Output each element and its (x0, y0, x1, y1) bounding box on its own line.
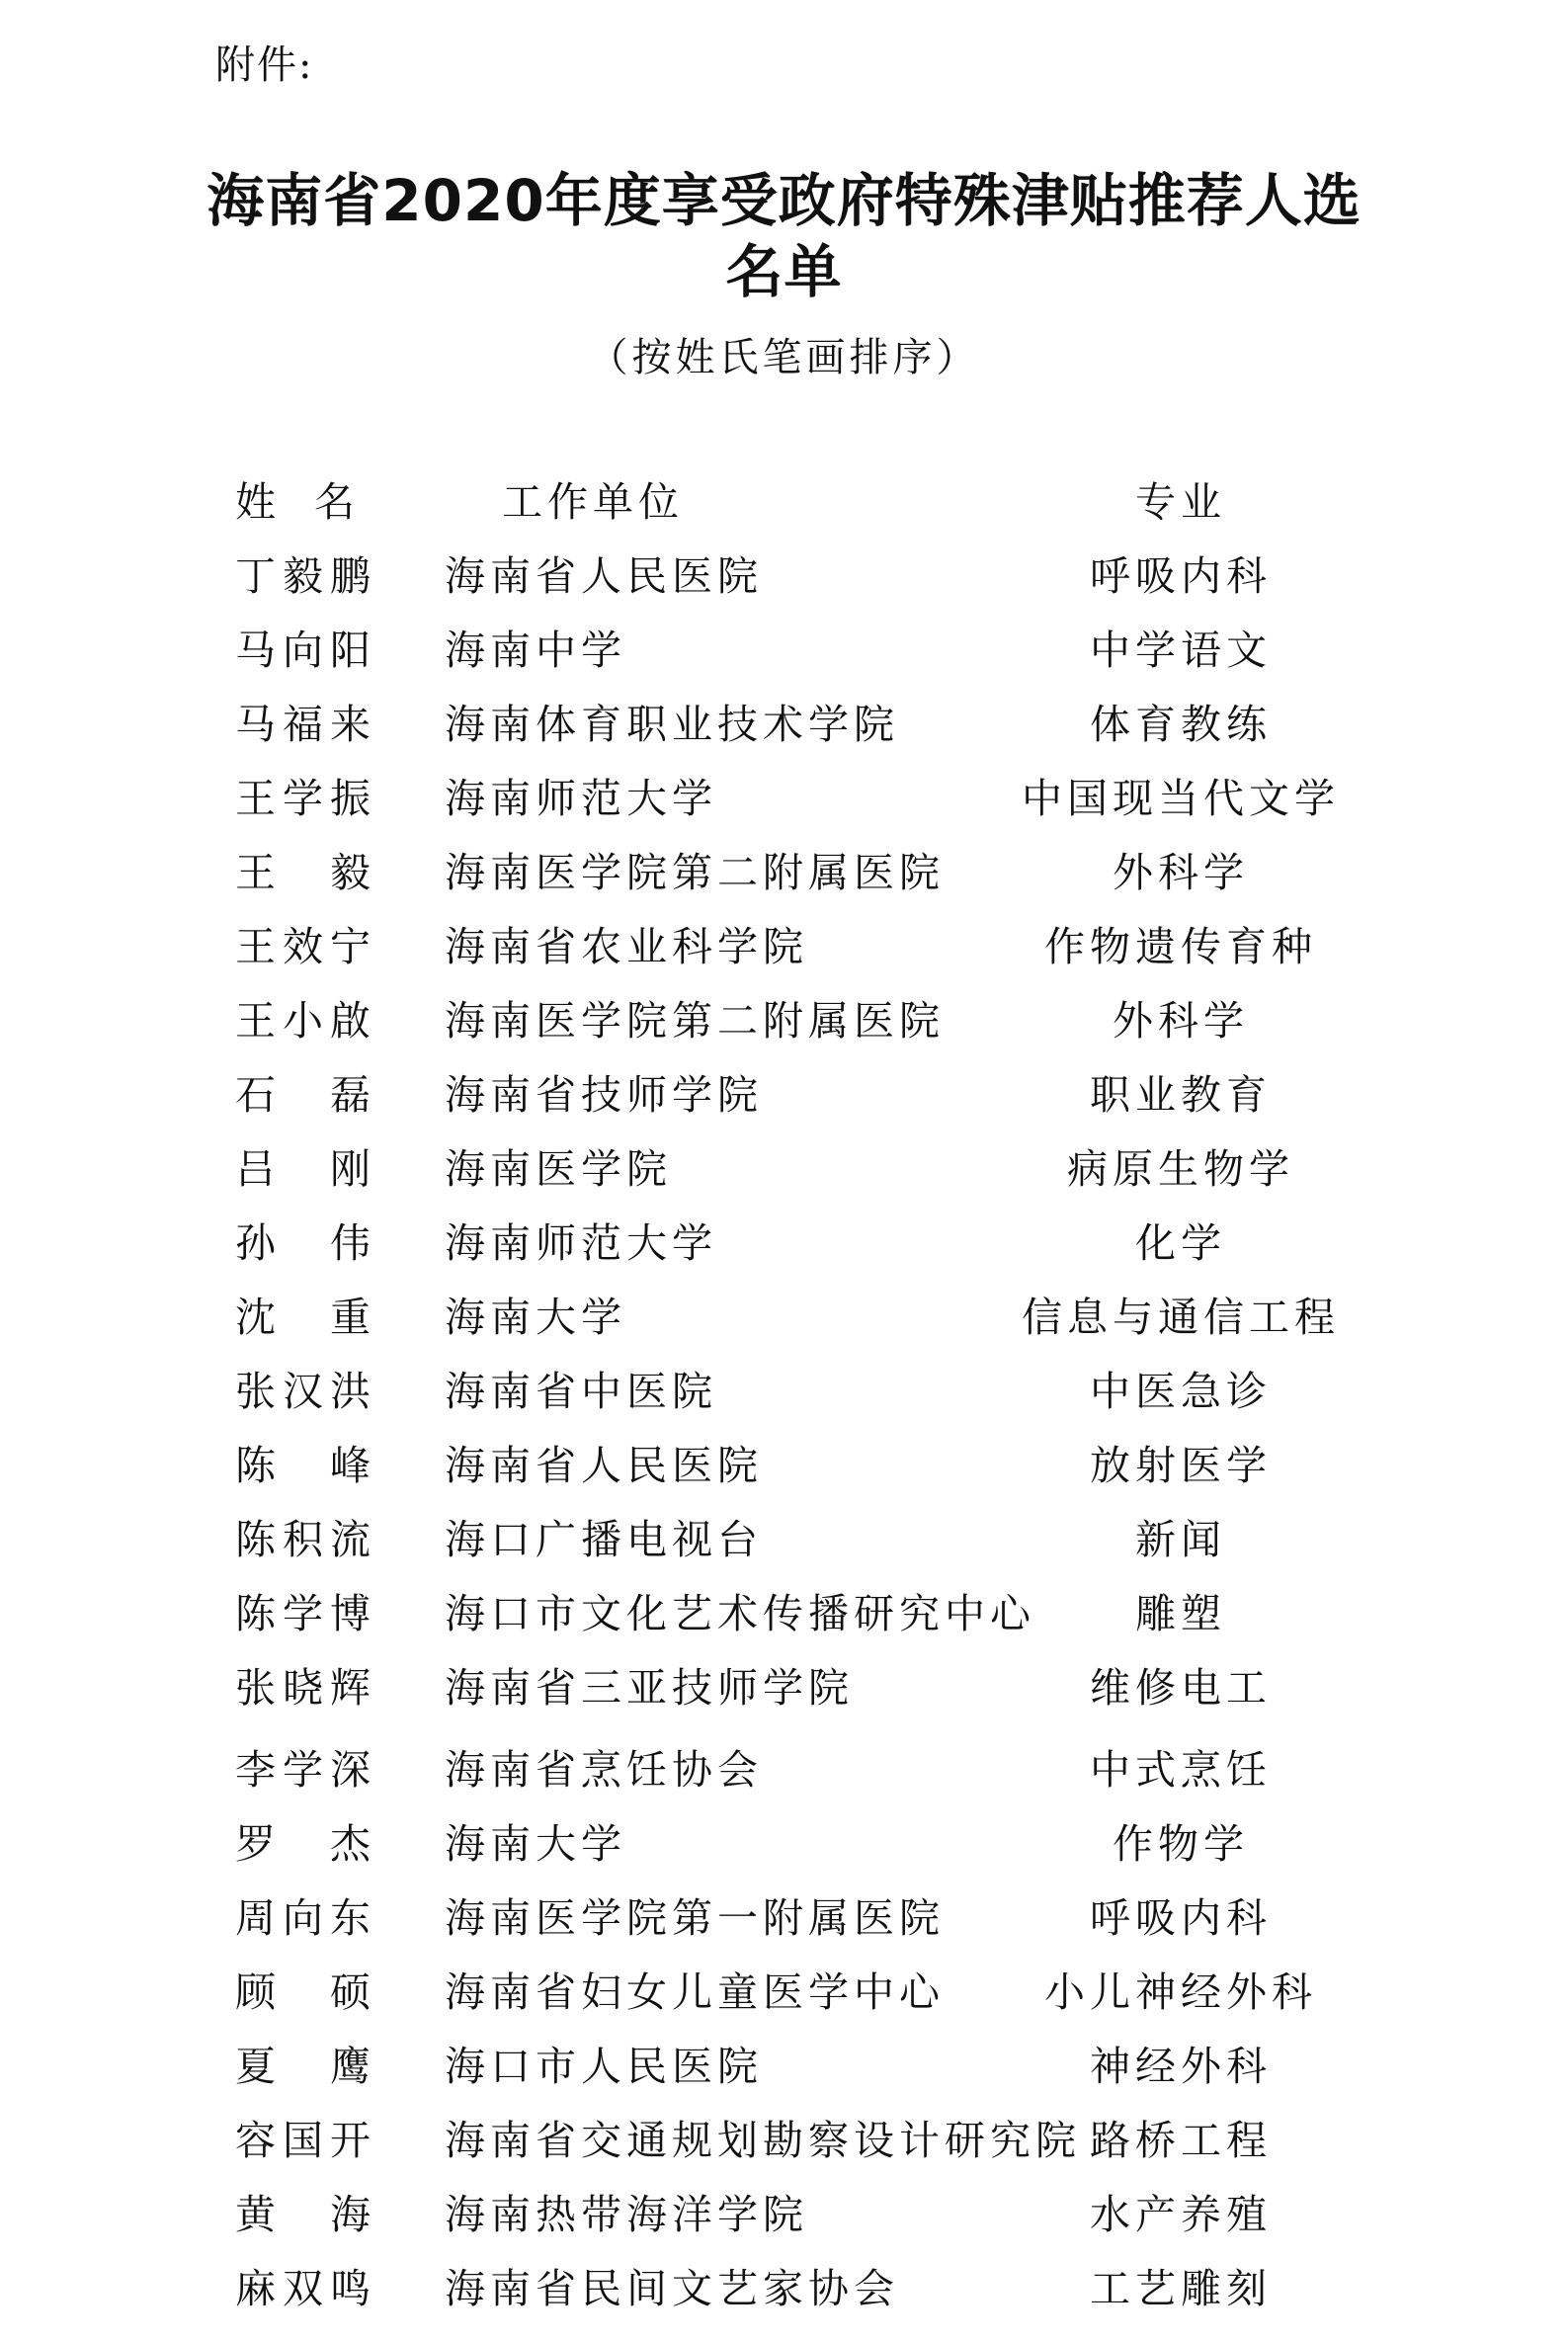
table-row (0, 1584, 1568, 1643)
table-row (0, 1288, 1568, 1347)
table-row (0, 1888, 1568, 1948)
cell-major: 小儿神经外科 (1044, 1968, 1317, 2016)
attachment-label: 附件: (215, 42, 314, 88)
table-row (0, 1510, 1568, 1569)
cell-unit: 海南省人民医院 (445, 1442, 763, 1489)
cell-name: 夏鹰 (235, 2043, 373, 2090)
header-unit: 工作单位 (502, 478, 684, 526)
cell-major: 放射医学 (1090, 1442, 1272, 1489)
cell-unit: 海南省技师学院 (445, 1071, 763, 1119)
cell-unit: 海南省民间文艺家协会 (445, 2265, 899, 2312)
cell-major: 路桥工程 (1090, 2117, 1272, 2164)
cell-unit: 海南体育职业技术学院 (445, 701, 899, 748)
cell-name: 陈学博 (235, 1590, 373, 1637)
cell-name: 顾硕 (235, 1968, 373, 2016)
table-row (0, 695, 1568, 754)
table-row (0, 1436, 1568, 1495)
cell-name: 王毅 (235, 849, 373, 896)
cell-major: 呼吸内科 (1090, 1894, 1272, 1942)
cell-unit: 海口市文化艺术传播研究中心 (445, 1590, 1035, 1637)
cell-major: 神经外科 (1090, 2043, 1272, 2090)
cell-major: 外科学 (1113, 849, 1249, 896)
table-row (0, 2111, 1568, 2170)
table-row (0, 991, 1568, 1050)
table-row (0, 2259, 1568, 2318)
cell-major: 外科学 (1113, 997, 1249, 1045)
table-row (0, 1814, 1568, 1874)
cell-unit: 海南省三亚技师学院 (445, 1664, 854, 1712)
cell-name: 石磊 (235, 1071, 373, 1119)
cell-name: 孙伟 (235, 1219, 373, 1267)
cell-unit: 海南医学院 (445, 1145, 672, 1193)
cell-major: 中式烹饪 (1090, 1746, 1272, 1794)
cell-name: 王学振 (235, 775, 373, 822)
cell-unit: 海南师范大学 (445, 1219, 717, 1267)
cell-unit: 海南省农业科学院 (445, 923, 808, 970)
cell-major: 中国现当代文学 (1022, 775, 1340, 822)
table-row (0, 917, 1568, 976)
cell-major: 水产养殖 (1090, 2191, 1272, 2238)
table-row (0, 546, 1568, 606)
cell-major: 中学语文 (1090, 627, 1272, 674)
cell-name: 马向阳 (235, 627, 373, 674)
cell-name: 麻双鸣 (235, 2265, 373, 2312)
cell-major: 职业教育 (1090, 1071, 1272, 1119)
cell-major: 化学 (1135, 1219, 1226, 1267)
table-row (0, 2185, 1568, 2244)
header-name: 姓名 (235, 478, 358, 526)
cell-name: 罗杰 (235, 1820, 373, 1868)
cell-unit: 海南省烹饪协会 (445, 1746, 763, 1794)
document-title: 海南省2020年度享受政府特殊津贴推荐人选 (206, 167, 1362, 234)
cell-unit: 海南大学 (445, 1820, 626, 1868)
cell-name: 沈重 (235, 1294, 373, 1341)
sort-note: （按姓氏笔画排序） (588, 335, 980, 380)
table-row (0, 843, 1568, 902)
cell-unit: 海口市人民医院 (445, 2043, 763, 2090)
cell-major: 维修电工 (1090, 1664, 1272, 1712)
cell-name: 王小啟 (235, 997, 373, 1045)
cell-name: 容国开 (235, 2117, 373, 2164)
table-header (0, 472, 1568, 532)
header-major: 专业 (1135, 478, 1226, 526)
cell-major: 雕塑 (1135, 1590, 1226, 1637)
table-row (0, 1139, 1568, 1199)
cell-unit: 海南大学 (445, 1294, 626, 1341)
cell-unit: 海南热带海洋学院 (445, 2191, 808, 2238)
table-row (0, 1362, 1568, 1421)
cell-name: 王效宁 (235, 923, 373, 970)
cell-major: 信息与通信工程 (1022, 1294, 1340, 1341)
cell-name: 李学深 (235, 1746, 373, 1794)
cell-name: 张汉洪 (235, 1368, 373, 1415)
cell-major: 中医急诊 (1090, 1368, 1272, 1415)
table-row (0, 621, 1568, 680)
cell-unit: 海南医学院第二附属医院 (445, 997, 945, 1045)
table-row (0, 1963, 1568, 2022)
table-row (0, 1658, 1568, 1717)
cell-name: 马福来 (235, 701, 373, 748)
cell-name: 张晓辉 (235, 1664, 373, 1712)
cell-unit: 海南师范大学 (445, 775, 717, 822)
table-row (0, 769, 1568, 828)
table-row (0, 1213, 1568, 1273)
table-row (0, 1740, 1568, 1799)
cell-major: 病原生物学 (1067, 1145, 1294, 1193)
cell-unit: 海南省交通规划勘察设计研究院 (445, 2117, 1081, 2164)
cell-unit: 海南省妇女儿童医学中心 (445, 1968, 945, 2016)
cell-unit: 海南中学 (445, 627, 626, 674)
cell-major: 作物学 (1113, 1820, 1249, 1868)
cell-major: 新闻 (1135, 1516, 1226, 1563)
cell-name: 黄海 (235, 2191, 373, 2238)
cell-unit: 海南省中医院 (445, 1368, 717, 1415)
cell-major: 作物遗传育种 (1044, 923, 1317, 970)
cell-major: 呼吸内科 (1090, 552, 1272, 600)
cell-unit: 海南医学院第一附属医院 (445, 1894, 945, 1942)
cell-name: 丁毅鹏 (235, 552, 373, 600)
cell-unit: 海口广播电视台 (445, 1516, 763, 1563)
table-row (0, 2037, 1568, 2096)
table-row (0, 1065, 1568, 1125)
cell-major: 工艺雕刻 (1090, 2265, 1272, 2312)
cell-name: 周向东 (235, 1894, 373, 1942)
cell-name: 陈积流 (235, 1516, 373, 1563)
cell-unit: 海南省人民医院 (445, 552, 763, 600)
cell-unit: 海南医学院第二附属医院 (445, 849, 945, 896)
cell-name: 吕刚 (235, 1145, 373, 1193)
document-title-continued: 名单 (725, 238, 843, 305)
cell-name: 陈峰 (235, 1442, 373, 1489)
cell-major: 体育教练 (1090, 701, 1272, 748)
